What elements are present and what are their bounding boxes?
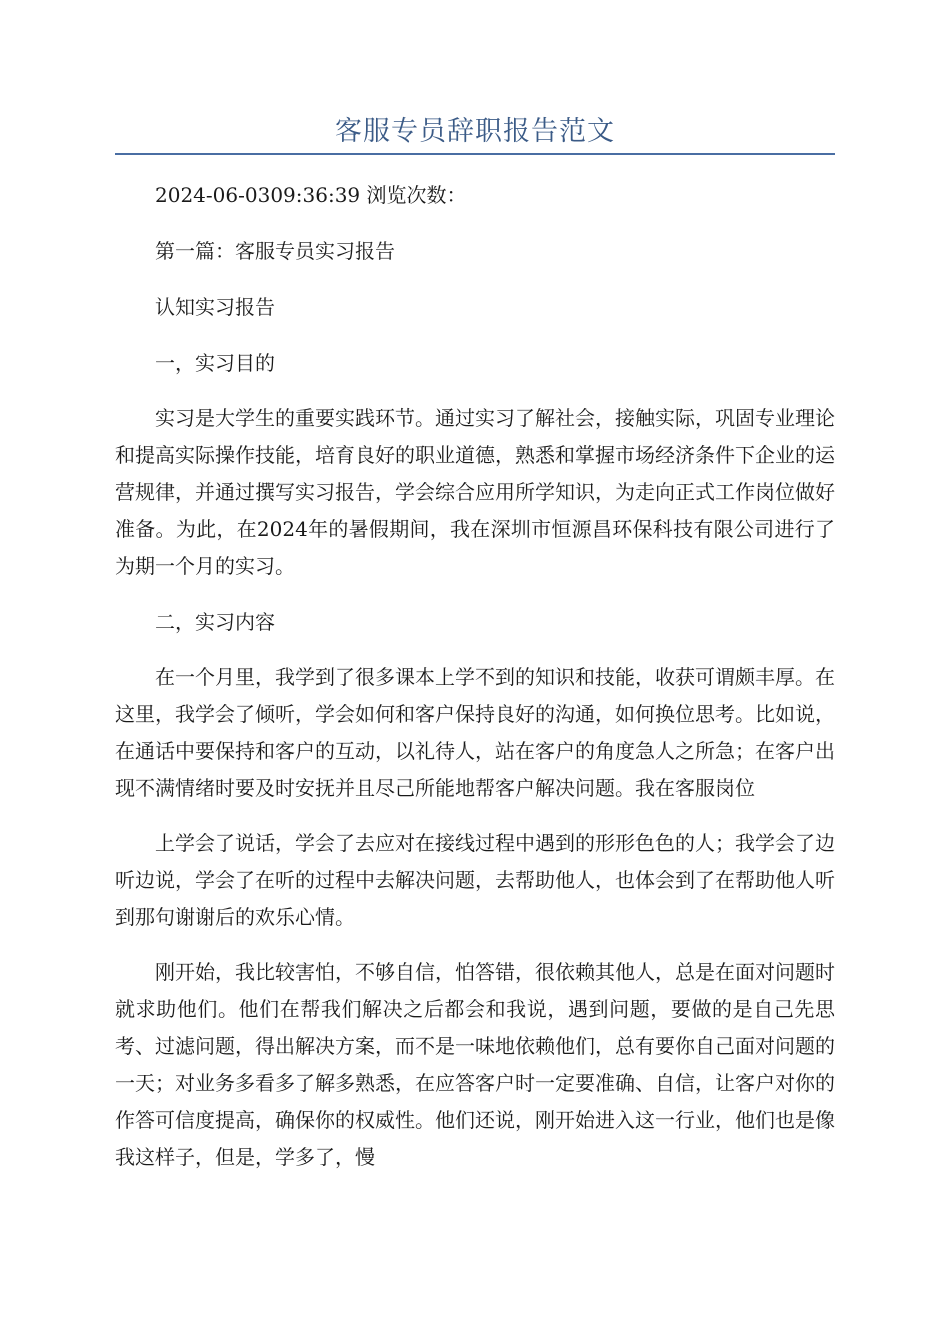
title-underline: [115, 153, 835, 155]
section-heading-content: 二，实习内容: [155, 610, 275, 634]
meta-line: 2024-06-0309:36:39 浏览次数：: [155, 183, 467, 207]
part-heading: 第一篇：客服专员实习报告: [155, 239, 395, 263]
paragraph-content-3: 刚开始，我比较害怕，不够自信，怕答错，很依赖其他人，总是在面对问题时就求助他们。他们在帮我们解决之后都会和我说，遇到问题，要做的是自己先思考、过滤问题，得出解决方案，而不是一味地依赖他们，总有要你自己面对问题的一天；对业务多看多了解多熟悉，在应答客户时一定要准确、自信，让客户对你的作答可信度提高，确保你的权威性。他们还说，刚开始进入这一行业，他们也是像我这样子，但是，学多了，慢: [115, 960, 835, 1169]
paragraph-content-2: 上学会了说话，学会了去应对在接线过程中遇到的形形色色的人；我学会了边听边说，学会了在听的过程中去解决问题，去帮助他人，也体会到了在帮助他人听到那句谢谢后的欢乐心情。: [115, 831, 835, 929]
paragraph-purpose: 实习是大学生的重要实践环节。通过实习了解社会，接触实际，巩固专业理论和提高实际操作技能，培育良好的职业道德，熟悉和掌握市场经济条件下企业的运营规律，并通过撰写实习报告，学会综合应用所学知识，为走向正式工作岗位做好准备。为此，在2024年的暑假期间，我在深圳市恒源昌环保科技有限公司进行了为期一个月的实习。: [115, 406, 835, 578]
section-heading-purpose: 一，实习目的: [155, 351, 275, 375]
paragraph-content-1: 在一个月里，我学到了很多课本上学不到的知识和技能，收获可谓颇丰厚。在这里，我学会了倾听，学会如何和客户保持良好的沟通，如何换位思考。比如说，在通话中要保持和客户的互动，以礼待人，站在客户的角度急人之所急；在客户出现不满情绪时要及时安抚并且尽己所能地帮客户解决问题。我在客服岗位: [115, 665, 835, 800]
report-heading: 认知实习报告: [155, 295, 275, 319]
document-body: [115, 176, 835, 1194]
document-title: 客服专员辞职报告范文: [335, 116, 615, 147]
